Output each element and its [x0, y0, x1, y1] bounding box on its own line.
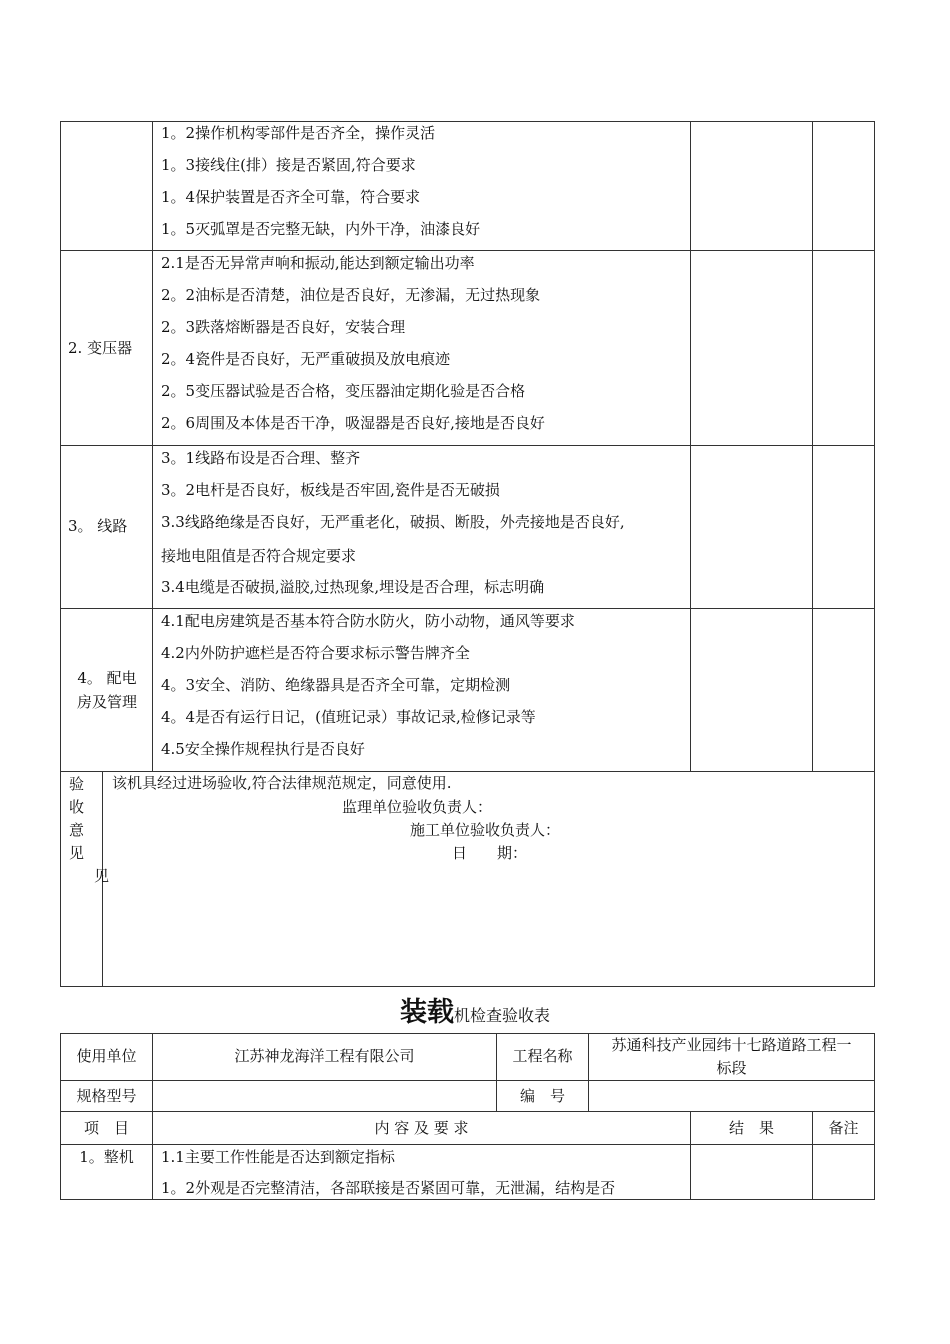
project-name-line1: 苏通科技产业园纬十七路道路工程一	[611, 1036, 852, 1054]
supervisor-signoff: 监理单位验收负责人：	[342, 798, 493, 816]
item-3-3: 3.3线路绝缘是否良好，无严重老化，破损、断股，外壳接地是否良好,	[161, 513, 625, 531]
section-label-lines: 3。 线路	[68, 517, 128, 535]
section-label-transformer: 2. 变压器	[68, 339, 133, 357]
item-1-2: 1。2操作机构零部件是否齐全，操作灵活	[161, 124, 436, 142]
item-2-2: 2。2油标是否清楚，油位是否良好，无渗漏，无过热现象	[161, 286, 541, 304]
acceptance-label-char-3: 意	[69, 821, 85, 839]
section-label-substation-1: 4。 配电	[77, 669, 137, 687]
item-2-5: 2。5变压器试验是否合格，变压器油定期化验是否合格	[161, 382, 526, 400]
col-header-content: 内 容 及 要 求	[374, 1119, 469, 1137]
item-4-4: 4。4是否有运行日记，(值班记录）事故记录,检修记录等	[161, 708, 536, 726]
item-4-5: 4.5安全操作规程执行是否良好	[161, 740, 365, 758]
acceptance-label-char-1: 验	[69, 775, 85, 793]
form-title-bold: 装载	[399, 997, 454, 1028]
acceptance-label-char-5: 见	[94, 867, 110, 885]
spec-label: 规格型号	[76, 1087, 137, 1105]
item-4-2: 4.2内外防护遮栏是否符合要求标示警告牌齐全	[161, 644, 470, 662]
item-4-1: 4.1配电房建筑是否基本符合防水防火，防小动物，通风等要求	[161, 612, 575, 630]
item-3-4: 3.4电缆是否破损,溢胶,过热现象,埋设是否合理，标志明确	[161, 578, 545, 596]
date-field: 日 期：	[452, 844, 528, 862]
section-label-substation-2: 房及管理	[76, 693, 137, 711]
item-1-3: 1。3接线住(排）接是否紧固,符合要求	[161, 156, 416, 174]
item-3-2: 3。2电杆是否良好，板线是否牢固,瓷件是否无破损	[161, 481, 500, 499]
row-label-machine: 1。整机	[79, 1148, 134, 1166]
item-2-4: 2。4瓷件是否良好，无严重破损及放电痕迹	[161, 350, 451, 368]
project-name-line2: 标段	[716, 1059, 747, 1077]
machine-item-1-2: 1。2外观是否完整清洁，各部联接是否紧固可靠，无泄漏，结构是否	[161, 1179, 616, 1197]
form-title	[0, 996, 950, 1033]
contractor-signoff: 施工单位验收负责人：	[410, 821, 561, 839]
number-label: 编 号	[519, 1087, 565, 1105]
acceptance-label-char-4: 见	[69, 844, 85, 862]
col-header-item: 项 目	[83, 1119, 129, 1137]
use-unit-label: 使用单位	[76, 1047, 137, 1065]
item-2-1: 2.1是否无异常声响和振动,能达到额定输出功率	[161, 254, 475, 272]
acceptance-statement: 该机具经过进场验收,符合法律规范规定，同意使用.	[112, 774, 452, 792]
col-header-result: 结 果	[728, 1119, 774, 1137]
item-3-1: 3。1线路布设是否合理、整齐	[161, 449, 361, 467]
item-1-5: 1。5灭弧罩是否完整无缺，内外干净，油漆良好	[161, 220, 481, 238]
machine-item-1-1: 1.1主要工作性能是否达到额定指标	[161, 1148, 395, 1166]
col-header-note: 备注	[828, 1119, 859, 1137]
item-1-4: 1。4保护装置是否齐全可靠，符合要求	[161, 188, 421, 206]
acceptance-label-char-2: 收	[69, 798, 85, 816]
item-2-6: 2。6周围及本体是否干净，吸湿器是否良好,接地是否良好	[161, 414, 545, 432]
project-name-label: 工程名称	[512, 1047, 573, 1065]
use-unit-value: 江苏神龙海洋工程有限公司	[234, 1047, 415, 1065]
item-2-3: 2。3跌落熔断器是否良好，安装合理	[161, 318, 406, 336]
form-title-rest: 机检查验收表	[453, 1006, 550, 1025]
item-3-3-cont: 接地电阻值是否符合规定要求	[161, 547, 357, 565]
item-4-3: 4。3安全、消防、绝缘器具是否齐全可靠，定期检测	[161, 676, 511, 694]
